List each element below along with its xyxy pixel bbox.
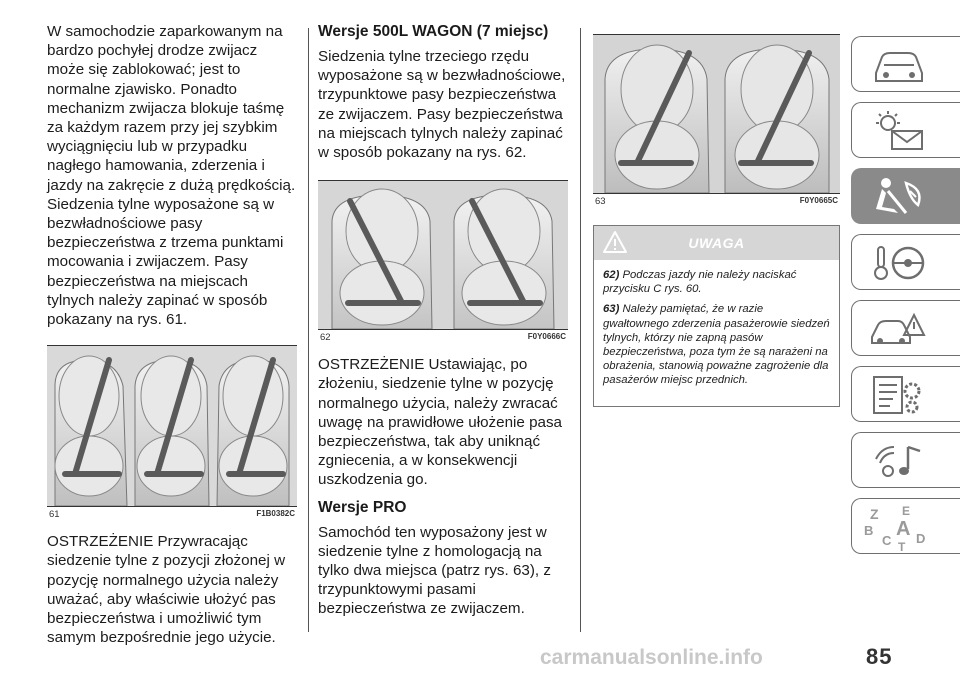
tab-index[interactable] [851, 498, 960, 554]
tab-maintenance[interactable] [851, 366, 960, 422]
warning-header [594, 226, 839, 260]
figure-caption [593, 194, 840, 207]
car-breakdown-icon [868, 307, 928, 351]
warning-item-text: Podczas jazdy nie należy naciskać przycisku C rys. 60. [603, 269, 797, 296]
figure-number: 61 [49, 509, 60, 521]
index-letter: E [902, 504, 911, 518]
tab-starting-driving[interactable] [851, 234, 960, 290]
figure-number: 63 [595, 196, 606, 207]
section-heading: Wersje 500L WAGON (7 miejsc) [318, 23, 549, 40]
index-letter: D [916, 531, 926, 546]
index-letter: Z [870, 506, 879, 522]
paragraph: Siedzenia tylne trzeciego rzędu wyposażone są w bezwładnościowe, trzypunktowe pasy bezpieczeństwa ze zwijaczem. Pasy bezpieczeństwa na miejscach tylnych należy zapinać w sposób pokazany na rys. 62. [318, 48, 566, 162]
figure-caption [318, 330, 568, 343]
column-3 [593, 22, 840, 407]
warning-lights-icon [868, 109, 928, 153]
section-heading: Wersje PRO [318, 498, 407, 516]
warning-title: UWAGA [688, 235, 745, 251]
car-dashboard-icon [868, 43, 928, 87]
third-row-seat-belts-illustration [318, 181, 568, 329]
figure-number: 62 [320, 332, 331, 344]
figure-code: F0Y0666C [527, 332, 566, 342]
figure-code: F1B0382C [256, 509, 295, 519]
watermark: carmanualsonline.info [540, 646, 763, 669]
index-letter: A [896, 518, 911, 540]
pro-version-seat-belts-illustration [593, 35, 840, 193]
column-divider [580, 28, 581, 632]
tab-emergency[interactable] [851, 300, 960, 356]
warning-paragraph: OSTRZEŻENIE Ustawiając, po złożeniu, siedzenie tylne w pozycję normalnego użycia, należy zwracać uwagę na prawidłowe ułożenie pasa bezpieczeństwa, tak aby uniknąć zgniecenia, a w konsekwencji uszkodzenia go. [318, 356, 563, 489]
figure-62 [318, 180, 568, 330]
maintenance-gear-icon [868, 373, 928, 417]
figure-63 [593, 34, 840, 194]
figure-caption [47, 507, 297, 520]
warning-item [603, 268, 830, 296]
multimedia-music-icon [868, 439, 928, 483]
paragraph: Samochód ten wyposażony jest w siedzenie tylne z homologacją na tylko dwa miejsca (patrz rys. 63), z trzypunktowymi pasami bezpieczeństwa ze zwijaczem. [318, 523, 551, 618]
rear-seat-belts-illustration [47, 346, 297, 506]
tab-safety[interactable] [851, 168, 960, 224]
column-2 [318, 22, 568, 619]
alphabetical-index-icon [862, 501, 932, 551]
key-steering-wheel-icon [868, 241, 928, 285]
seat-airbag-icon [868, 175, 928, 219]
warning-item-number: 63) [603, 303, 620, 316]
index-letter: T [898, 540, 906, 551]
index-letter: C [882, 533, 892, 548]
figure-code: F0Y0665C [799, 196, 838, 205]
paragraph: W samochodzie zaparkowanym na bardzo pochyłej drodze zwijacz może się zablokować; jest to normalne zjawisko. Ponadto mechanizm zwijacza blokuje taśmę za każdym razem przy jej szybkim wyciągnięciu lub w przypadku nagłego hamowania, zderzenia i jazdy na zakręcie z dużą prędkością. [47, 23, 296, 194]
column-divider [308, 28, 309, 632]
page-number: 85 [866, 644, 893, 669]
warning-item-text: Należy pamiętać, że w razie gwałtownego zderzenia pasażerowie siedzeń tylnych, którzy nie zapną pasów bezpieczeństwa, poza tym że są narażeni na obrażenia, stanowią poważne zagrożenie dla pasażerów miejsc przednich. [603, 303, 830, 387]
index-letter: B [864, 523, 874, 538]
paragraph: Siedzenia tylne wyposażone są w bezwładnościowe pasy bezpieczeństwa z trzema punktami mocowania i zwijaczem. Pasy bezpieczeństwa na miejscach tylnych należy zapinać w sposób pokazany na rys. 61. [47, 195, 284, 329]
column-1 [47, 22, 297, 647]
tab-dashboard[interactable] [851, 36, 960, 92]
warning-box [593, 225, 840, 407]
warning-item-number: 62) [603, 269, 620, 281]
tab-warning-lights[interactable] [851, 102, 960, 158]
warning-paragraph: OSTRZEŻENIE Przywracając siedzenie tylne z pozycji złożonej w pozycję normalnego użycia należy uważać, aby właściwie ułożyć pas bezpieczeństwa i umożliwić tym samym bezpośrednie jego użycie. [47, 533, 286, 647]
warning-item [603, 302, 830, 387]
figure-61 [47, 345, 297, 507]
tab-multimedia[interactable] [851, 432, 960, 488]
warning-body [594, 260, 839, 406]
